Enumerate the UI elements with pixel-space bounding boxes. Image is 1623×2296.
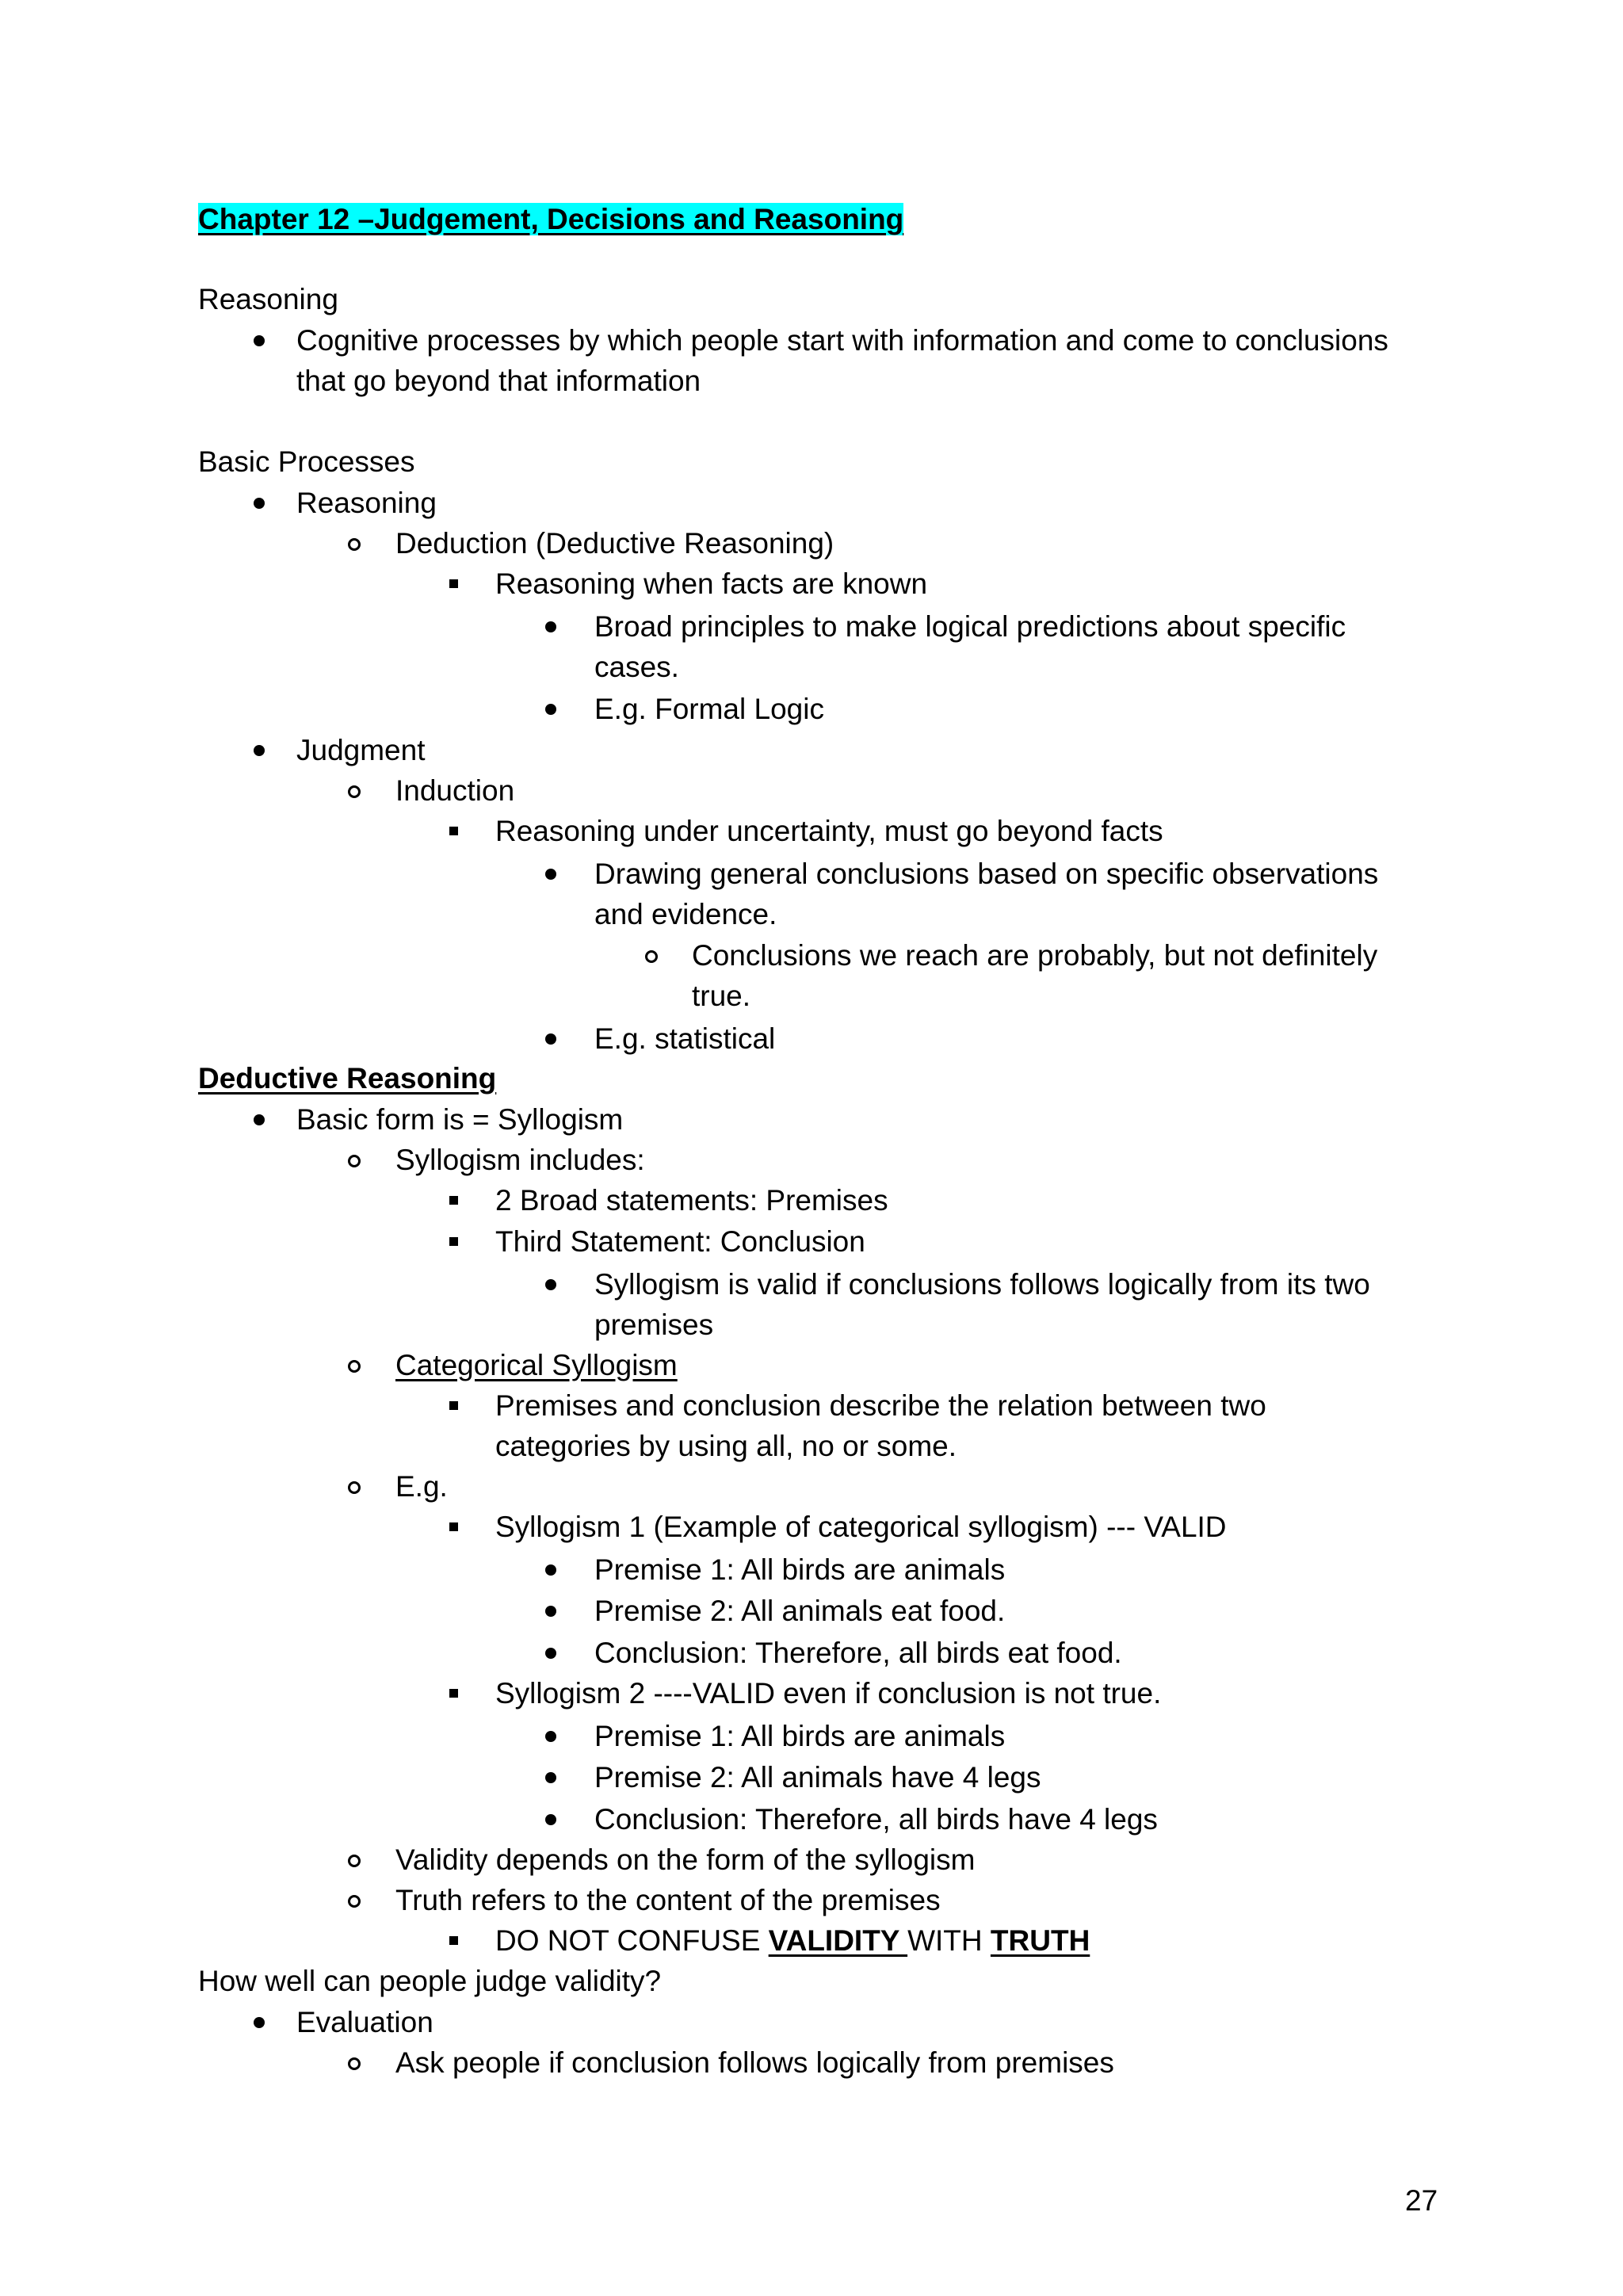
truth-content-item: Truth refers to the content of the premises — [395, 1884, 941, 1916]
reasoning-heading: Reasoning — [198, 283, 338, 315]
title-highlight: Chapter 12 –Judgement, Decisions and Reasoning — [198, 203, 904, 235]
reasoning-definition-line2: that go beyond that information — [296, 365, 701, 397]
bullet-dot-icon — [254, 1114, 265, 1125]
deductive-reasoning-heading: Deductive Reasoning — [198, 1062, 497, 1095]
valid-line1: Syllogism is valid if conclusions follows logically from its two — [594, 1268, 1370, 1301]
confuse-prefix: DO NOT CONFUSE — [495, 1924, 769, 1957]
page-number: 27 — [1405, 2184, 1438, 2217]
ask-people-item: Ask people if conclusion follows logically from premises — [395, 2046, 1114, 2079]
drawing-conclusions-line1: Drawing general conclusions based on specific observations — [594, 858, 1379, 890]
probably-line1: Conclusions we reach are probably, but not definitely — [692, 939, 1378, 972]
bullet-square-icon — [449, 1689, 458, 1698]
broad-principles-line2: cases. — [594, 651, 679, 683]
deduction-item: Deduction (Deductive Reasoning) — [395, 527, 834, 560]
bullet-dot-icon — [545, 1814, 556, 1825]
bullet-square-icon — [449, 579, 458, 588]
drawing-conclusions-line2: and evidence. — [594, 898, 777, 930]
conclusion-item: Third Statement: Conclusion — [495, 1225, 865, 1258]
judge-validity-question: How well can people judge validity? — [198, 1965, 662, 1997]
bullet-square-icon — [449, 1237, 458, 1246]
categorical-line2: categories by using all, no or some. — [495, 1430, 957, 1462]
bullet-dot-icon — [545, 869, 556, 880]
induction-item: Induction — [395, 774, 515, 807]
bullet-dot-icon — [545, 1033, 556, 1045]
bullet-dot-icon — [545, 1279, 556, 1290]
syllogism2-premise2: Premise 2: All animals have 4 legs — [594, 1761, 1041, 1794]
bullet-dot-icon — [545, 621, 556, 632]
statistical-item: E.g. statistical — [594, 1022, 776, 1055]
broad-principles-line1: Broad principles to make logical predictions about specific — [594, 610, 1346, 643]
bullet-dot-icon — [254, 498, 265, 509]
facts-known-item: Reasoning when facts are known — [495, 567, 928, 600]
bullet-circle-icon — [348, 1360, 361, 1373]
bullet-square-icon — [449, 827, 458, 835]
syllogism1-conclusion: Conclusion: Therefore, all birds eat food. — [594, 1637, 1122, 1669]
premises-item: 2 Broad statements: Premises — [495, 1184, 888, 1217]
evaluation-item: Evaluation — [296, 2006, 433, 2038]
confuse-validity: VALIDITY — [768, 1924, 908, 1957]
bullet-dot-icon — [545, 1564, 556, 1576]
bullet-circle-icon — [348, 785, 361, 798]
syllogism1-premise1: Premise 1: All birds are animals — [594, 1553, 1006, 1586]
bullet-circle-icon — [348, 538, 361, 551]
bullet-dot-icon — [254, 335, 265, 346]
bullet-circle-icon — [348, 2057, 361, 2070]
bullet-dot-icon — [545, 1606, 556, 1617]
bullet-dot-icon — [545, 1772, 556, 1783]
bullet-dot-icon — [254, 2017, 265, 2028]
bullet-circle-icon — [348, 1155, 361, 1167]
confuse-with: WITH — [907, 1924, 991, 1957]
syllogism1-item: Syllogism 1 (Example of categorical syllogism) --- VALID — [495, 1511, 1227, 1543]
confuse-truth: TRUTH — [990, 1924, 1090, 1957]
bullet-dot-icon — [545, 704, 556, 715]
validity-form-item: Validity depends on the form of the syllogism — [395, 1843, 976, 1876]
bullet-dot-icon — [545, 1648, 556, 1659]
reasoning-definition-line1: Cognitive processes by which people start with information and come to conclusions — [296, 324, 1388, 357]
bullet-square-icon — [449, 1196, 458, 1205]
bullet-square-icon — [449, 1936, 458, 1945]
chapter-title — [198, 200, 903, 239]
basic-reasoning: Reasoning — [296, 487, 437, 519]
eg-item: E.g. — [395, 1470, 448, 1503]
formal-logic-item: E.g. Formal Logic — [594, 693, 824, 725]
probably-line2: true. — [692, 980, 751, 1012]
uncertainty-item: Reasoning under uncertainty, must go beyond facts — [495, 815, 1163, 847]
bullet-square-icon — [449, 1401, 458, 1410]
basic-processes-heading: Basic Processes — [198, 445, 415, 478]
bullet-dot-icon — [254, 745, 265, 756]
judgment-item: Judgment — [296, 734, 426, 766]
syllogism-includes-item: Syllogism includes: — [395, 1144, 645, 1176]
bullet-dot-icon — [545, 1731, 556, 1742]
confuse-item — [495, 1921, 1090, 1961]
syllogism2-item: Syllogism 2 ----VALID even if conclusion is not true. — [495, 1677, 1162, 1710]
syllogism1-premise2: Premise 2: All animals eat food. — [594, 1595, 1006, 1627]
bullet-circle-icon — [348, 1895, 361, 1908]
bullet-circle-icon — [348, 1855, 361, 1867]
basic-form-item: Basic form is = Syllogism — [296, 1103, 624, 1136]
categorical-syllogism-item: Categorical Syllogism — [395, 1349, 678, 1381]
syllogism2-premise1: Premise 1: All birds are animals — [594, 1720, 1006, 1752]
syllogism2-conclusion: Conclusion: Therefore, all birds have 4 legs — [594, 1803, 1158, 1836]
valid-line2: premises — [594, 1308, 714, 1341]
bullet-circle-icon — [645, 950, 658, 963]
bullet-circle-icon — [348, 1481, 361, 1494]
bullet-square-icon — [449, 1522, 458, 1531]
categorical-line1: Premises and conclusion describe the relation between two — [495, 1389, 1266, 1422]
